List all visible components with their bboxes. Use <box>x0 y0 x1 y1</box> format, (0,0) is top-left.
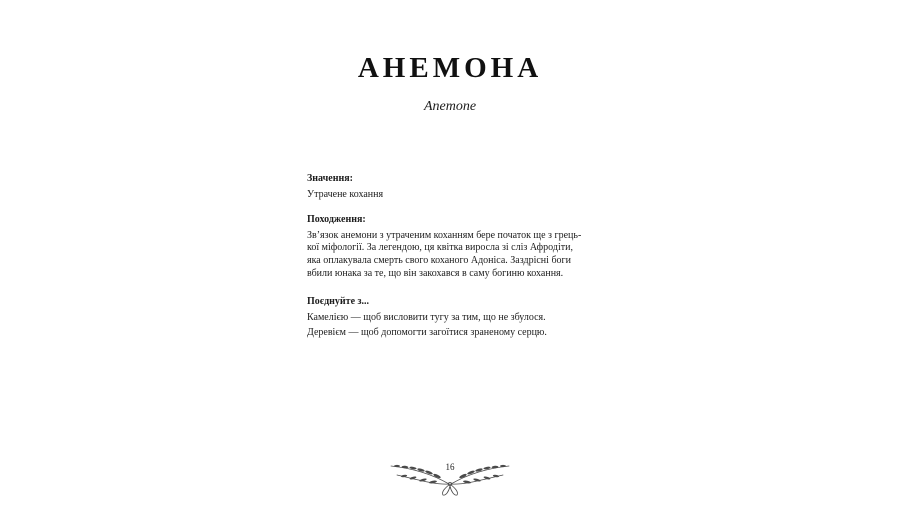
meaning-text: Утрачене кохання <box>307 188 384 200</box>
origin-line: Зв’язок анемони з утраченим коханням бере початок ще з грець- <box>307 229 582 241</box>
origin-section <box>307 214 607 280</box>
page-title: АНЕМОНА <box>357 52 543 84</box>
meaning-section <box>307 173 607 201</box>
latin-name: Anemone <box>423 99 477 114</box>
combine-label: Поєднуйте з... <box>307 296 370 308</box>
origin-line: яка оплакувала смерть свого коханого Адоніса. Заздрісні боги <box>307 254 571 266</box>
flower-description <box>307 173 607 352</box>
origin-line: вбили юнака за те, що він закохався в саму богиню кохання. <box>307 267 564 279</box>
combine-section <box>307 296 607 340</box>
meaning-label: Значення: <box>307 173 353 184</box>
origin-label: Походження: <box>307 214 366 226</box>
combine-item: Камелією — щоб висловити тугу за тим, що не збулося. <box>307 311 546 323</box>
combine-item: Деревієм — щоб допомогти загоїтися зраненому серцю. <box>307 327 547 339</box>
page-number: 16 <box>445 462 455 472</box>
origin-line: кої міфології. За легендою, ця квітка виросла зі сліз Афродіти, <box>307 242 573 254</box>
